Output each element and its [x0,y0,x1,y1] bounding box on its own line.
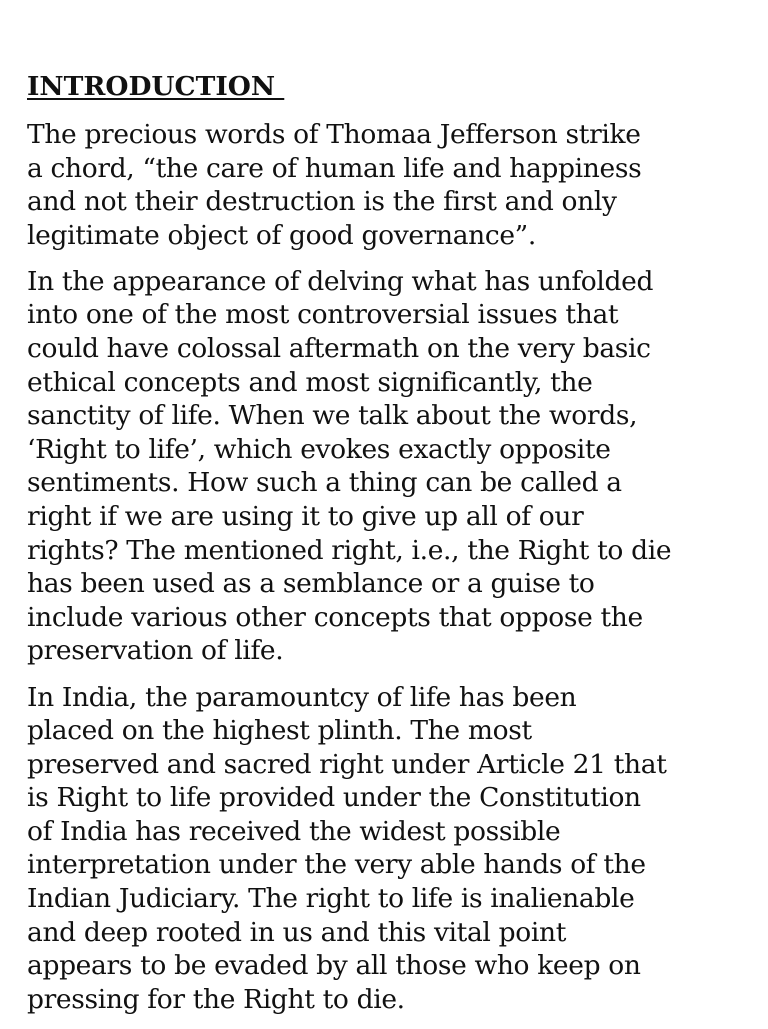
text-line: and not their destruction is the first and only [27,186,617,218]
text-line: appears to be evaded by all those who keep on [27,950,641,982]
section-heading: INTRODUCTION [27,71,285,102]
text-line: sanctity of life. When we talk about the words, [27,400,638,432]
text-line: sentiments. How such a thing can be called a [27,467,622,499]
text-line: placed on the highest plinth. The most [27,715,532,747]
text-line: has been used as a semblance or a guise to [27,568,595,600]
text-line: right if we are using it to give up all of our [27,501,584,533]
paragraph-1 [27,118,727,252]
text-line: include various other concepts that oppose the [27,601,643,633]
text-line: rights? The mentioned right, i.e., the Right to die [27,534,672,566]
text-line: and deep rooted in us and this vital point [27,916,566,948]
paragraph-2 [27,265,727,668]
text-line: into one of the most controversial issues that [27,299,619,331]
text-line: of India has received the widest possible [27,815,561,847]
text-line: ethical concepts and most significantly, the [27,366,593,398]
text-line: legitimate object of good governance”. [27,219,536,251]
document-page [27,70,727,1029]
text-line: The precious words of Thomaa Jefferson strike [27,119,641,150]
text-line: interpretation under the very able hands of the [27,849,646,881]
text-line: a chord, “the care of human life and happiness [27,152,642,184]
text-line: In the appearance of delving what has unfolded [27,265,654,297]
paragraph-3 [27,681,727,1017]
text-line: In India, the paramountcy of life has been [27,681,577,713]
text-line: ‘Right to life’, which evokes exactly opposite [27,433,611,465]
text-line: pressing for the Right to die. [27,983,405,1015]
text-line: could have colossal aftermath on the very basic [27,333,651,365]
text-line: preserved and sacred right under Article 21 that [27,748,667,780]
text-line: is Right to life provided under the Constitution [27,782,641,814]
text-line: preservation of life. [27,635,284,667]
text-line: Indian Judiciary. The right to life is inalienable [27,883,635,915]
